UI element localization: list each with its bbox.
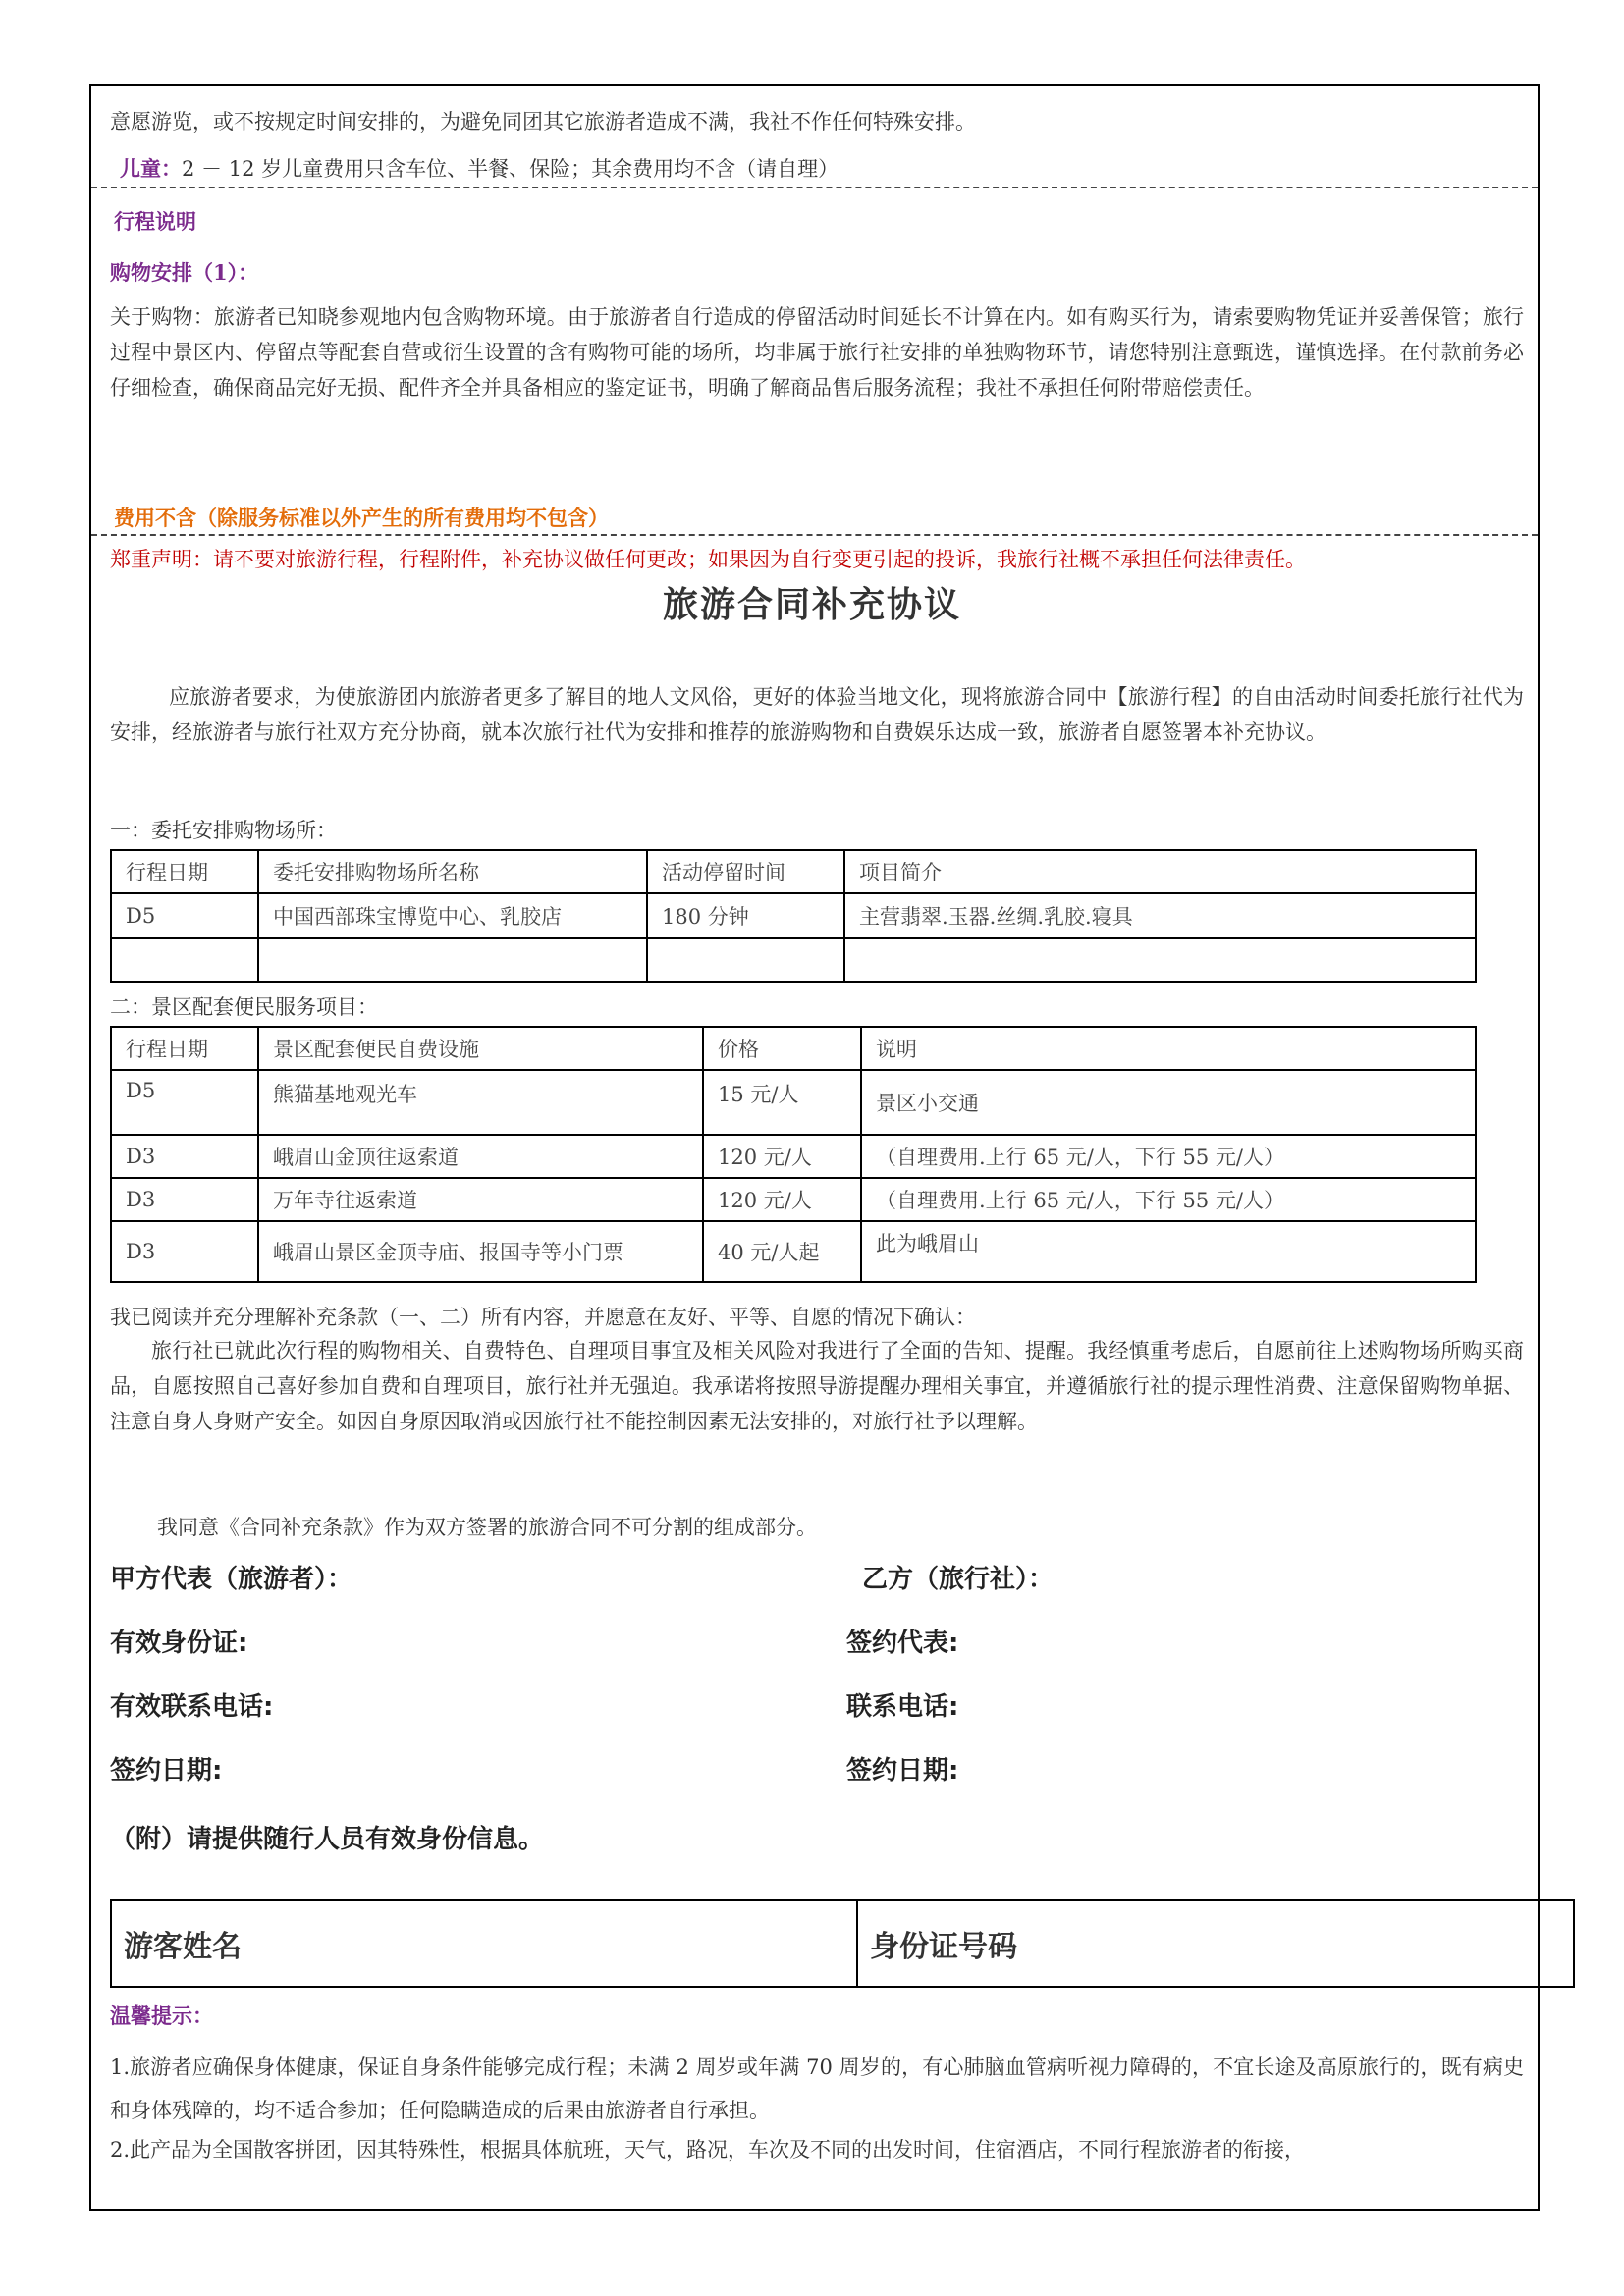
table-cell: 熊猫基地观光车 [258,1070,703,1135]
confirm-line: 我已阅读并充分理解补充条款（一、二）所有内容，并愿意在友好、平等、自愿的情况下确认： [110,1306,976,1329]
notice: 郑重声明：请不要对旅游行程，行程附件，补充协议做任何更改；如果因为自行变更引起的投诉，我旅行社概不承担任何法律责任。 [110,548,1306,571]
table-cell: 15 元/人 [703,1070,861,1135]
header-cell: 说明 [861,1027,1476,1070]
header-cell: 行程日期 [111,850,258,893]
section1-title: 一：委托安排购物场所： [110,819,337,842]
children-note [120,153,839,183]
section2-title: 二：景区配套便民服务项目： [110,995,378,1019]
table-cell [111,938,258,982]
header-cell: 活动停留时间 [647,850,844,893]
date-b-label: 签约日期: [846,1756,959,1786]
tip-item-2: 2.此产品为全国散客拼团，因其特殊性，根据具体航班，天气，路况，车次及不同的出发时间，住宿酒店，不同行程旅游者的衔接， [110,2138,1306,2162]
table-header-row [111,1027,1476,1070]
table-header-row [111,1900,1574,1987]
sign-rep-label: 签约代表: [846,1629,959,1658]
id-table [110,1899,1575,1988]
itinerary-heading: 行程说明 [114,209,196,234]
table-row [111,1221,1476,1282]
service-table [110,1026,1477,1283]
agreement-intro: 应旅游者要求，为使旅游团内旅游者更多了解目的地人文风俗，更好的体验当地文化，现将旅游合同中【旅游行程】的自由活动时间委托旅行社代为安排，经旅游者与旅行社双方充分协商，就本次旅行社代为安排和推荐的旅游购物和自费娱乐达成一致，旅游者自愿签署本补充协议。 [110,685,1524,744]
table-cell: D3 [111,1178,258,1221]
phone-a-label: 有效联系电话: [110,1692,274,1722]
table-cell: 峨眉山景区金顶寺庙、报国寺等小门票 [258,1221,703,1282]
table-cell [647,938,844,982]
tip-item-1: 1.旅游者应确保身体健康，保证自身条件能够完成行程；未满 2 周岁或年满 70 周岁的，有心肺脑血管病听视力障碍的，不宜长途及高原旅行的，既有病史和身体残障的，均不适合参加；任何隐瞒造成的后果由旅游者自行承担。 [110,2056,1524,2122]
table-row [111,1135,1476,1178]
table-cell: D5 [111,893,258,938]
table-cell: D3 [111,1135,258,1178]
divider [91,187,1538,188]
fees-note: （除服务标准以外产生的所有费用均不包含） [196,506,609,530]
header-cell: 委托安排购物场所名称 [258,850,647,893]
id-card-label: 有效身份证: [110,1629,248,1658]
table-cell: D3 [111,1221,258,1282]
shopping-heading: 购物安排（1）： [110,260,259,285]
table-cell [258,938,647,982]
fees-label: 费用不含 [114,506,196,530]
phone-b-label: 联系电话: [846,1692,959,1722]
table-cell: 峨眉山金顶往返索道 [258,1135,703,1178]
table-cell: 120 元/人 [703,1178,861,1221]
children-label: 儿童： [120,156,182,181]
table-cell: 主营翡翠.玉器.丝绸.乳胶.寝具 [844,893,1476,938]
table-cell: （自理费用.上行 65 元/人，下行 55 元/人） [861,1135,1476,1178]
table-cell [844,938,1476,982]
agreement-title: 旅游合同补充协议 [662,584,961,625]
table-cell: 120 元/人 [703,1135,861,1178]
tips-heading: 温馨提示： [110,2003,213,2028]
confirm-paragraph: 旅行社已就此次行程的购物相关、自费特色、自理项目事宜及相关风险对我进行了全面的告知、提醒。我经慎重考虑后，自愿前往上述购物场所购买商品，自愿按照自己喜好参加自费和自理项目，旅行社并无强迫。我承诺将按照导游提醒办理相关事宜，并遵循旅行社的提示理性消费、注意保留购物单据、注意自身人身财产安全。如因自身原因取消或因旅行社不能控制因素无法安排的，对旅行社予以理解。 [110,1339,1524,1433]
visitor-name-header: 游客姓名 [111,1900,857,1987]
children-text: 2 － 12 岁儿童费用只含车位、半餐、保险；其余费用均不含（请自理） [182,157,839,181]
table-row [111,938,1476,982]
fees-exclusion [114,503,609,532]
divider [91,534,1538,536]
party-a-label: 甲方代表（旅游者）： [110,1565,353,1594]
table-cell: 景区小交通 [861,1070,1476,1135]
table-row [111,1070,1476,1135]
date-a-label: 签约日期: [110,1756,223,1786]
table-row [111,1178,1476,1221]
table-cell: 180 分钟 [647,893,844,938]
table-cell: 40 元/人起 [703,1221,861,1282]
header-cell: 景区配套便民自费设施 [258,1027,703,1070]
id-number-header: 身份证号码 [857,1900,1574,1987]
continued-line: 意愿游览，或不按规定时间安排的，为避免同团其它旅游者造成不满，我社不作任何特殊安排。 [110,110,976,133]
attachment-note: （附）请提供随行人员有效身份信息。 [110,1825,545,1854]
table-cell: （自理费用.上行 65 元/人，下行 55 元/人） [861,1178,1476,1221]
shopping-paragraph: 关于购物：旅游者已知晓参观地内包含购物环境。由于旅游者自行造成的停留活动时间延长不计算在内。如有购买行为，请索要购物凭证并妥善保管；旅行过程中景区内、停留点等配套自营或衍生设置的含有购物可能的场所，均非属于旅行社安排的单独购物环节，请您特别注意甄选，谨慎选择。在付款前务必仔细检查，确保商品完好无损、配件齐全并具备相应的鉴定证书，明确了解商品售后服务流程；我社不承担任何附带赔偿责任。 [110,305,1524,400]
header-cell: 项目简介 [844,850,1476,893]
agree-line: 我同意《合同补充条款》作为双方签署的旅游合同不可分割的组成部分。 [157,1516,817,1539]
table-header-row [111,850,1476,893]
header-cell: 行程日期 [111,1027,258,1070]
table-cell: D5 [111,1070,258,1135]
header-cell: 价格 [703,1027,861,1070]
table-row [111,893,1476,938]
table-cell: 中国西部珠宝博览中心、乳胶店 [258,893,647,938]
table-cell: 万年寺往返索道 [258,1178,703,1221]
party-b-label: 乙方（旅行社）： [862,1565,1055,1594]
shopping-table [110,849,1477,983]
table-cell: 此为峨眉山 [861,1221,1476,1282]
